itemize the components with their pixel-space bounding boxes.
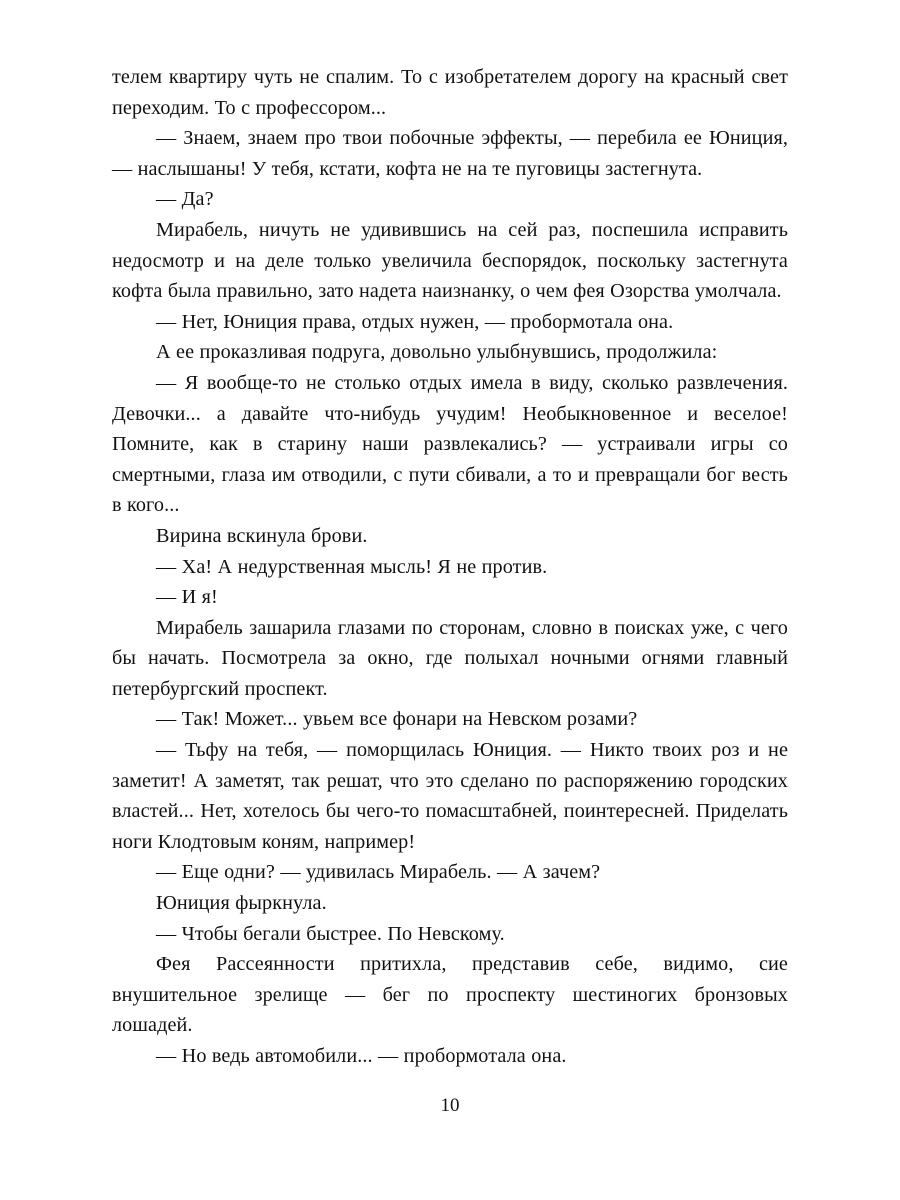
paragraph: — Чтобы бегали быстрее. По Невскому. — [156, 922, 505, 945]
paragraph: — Но ведь автомобили... — пробормотала она. — [156, 1045, 567, 1067]
paragraph: — Еще одни? — удивилась Мирабель. — А зачем? — [156, 861, 601, 884]
paragraph: Мирабель, ничуть не удивившись на сей раз, поспешила исправить недосмотр и на деле только увеличила беспорядок, поскольку застегнута кофта была правильно, зато надета наизнанку, о чем фея Озорства умолчала. — [112, 218, 788, 303]
paragraph: телем квартиру чуть не спалим. То с изобретателем дорогу на красный свет переходим. То с профессором... — [112, 66, 788, 119]
paragraph: — Я вообще-то не столько отдых имела в виду, сколько развлечения. Девочки... а давайте что-нибудь учудим! Необыкновенное и веселое! Помните, как в старину наши развлекались? — устраивали игры со смертными, глаза им отводили, с пути сбивали, а то и превращали бог весть в кого... — [112, 371, 788, 517]
paragraph: — Тьфу на тебя, — поморщилась Юниция. — Никто твоих роз и не заметит! А заметят, так решат, что это сделано по распоряжению городских властей... Нет, хотелось бы чего-то помасштабней, поинтересней. Приделать ноги Клодтовым коням, например! — [112, 739, 788, 853]
page-number: 10 — [440, 1095, 460, 1116]
body-text-column — [112, 62, 788, 1072]
paragraph: — И я! — [156, 586, 218, 609]
paragraph: А ее проказливая подруга, довольно улыбнувшись, продолжила: — [156, 341, 718, 364]
paragraph: — Ха! А недурственная мысль! Я не против. — [156, 555, 548, 578]
paragraph: Мирабель зашарила глазами по сторонам, словно в поисках уже, с чего бы начать. Посмотрела за окно, где полыхал ночными огнями главный петербургский проспект. — [112, 616, 788, 700]
paragraph: Вирина вскинула брови. — [156, 524, 368, 547]
paragraph: — Да? — [156, 188, 214, 211]
paragraph: — Знаем, знаем про твои побочные эффекты, — перебила ее Юниция, — наслышаны! У тебя, кстати, кофта не на те пуговицы застегнута. — [112, 127, 788, 180]
paragraph: Юниция фыркнула. — [156, 892, 327, 915]
paragraph: — Нет, Юниция права, отдых нужен, — пробормотала она. — [156, 310, 674, 333]
paragraph: Фея Рассеянности притихла, представив себе, видимо, сие внушительное зрелище — бег по проспекту шестиногих бронзовых лошадей. — [112, 953, 788, 1037]
paragraph: — Так! Может... увьем все фонари на Невском розами? — [156, 708, 638, 731]
